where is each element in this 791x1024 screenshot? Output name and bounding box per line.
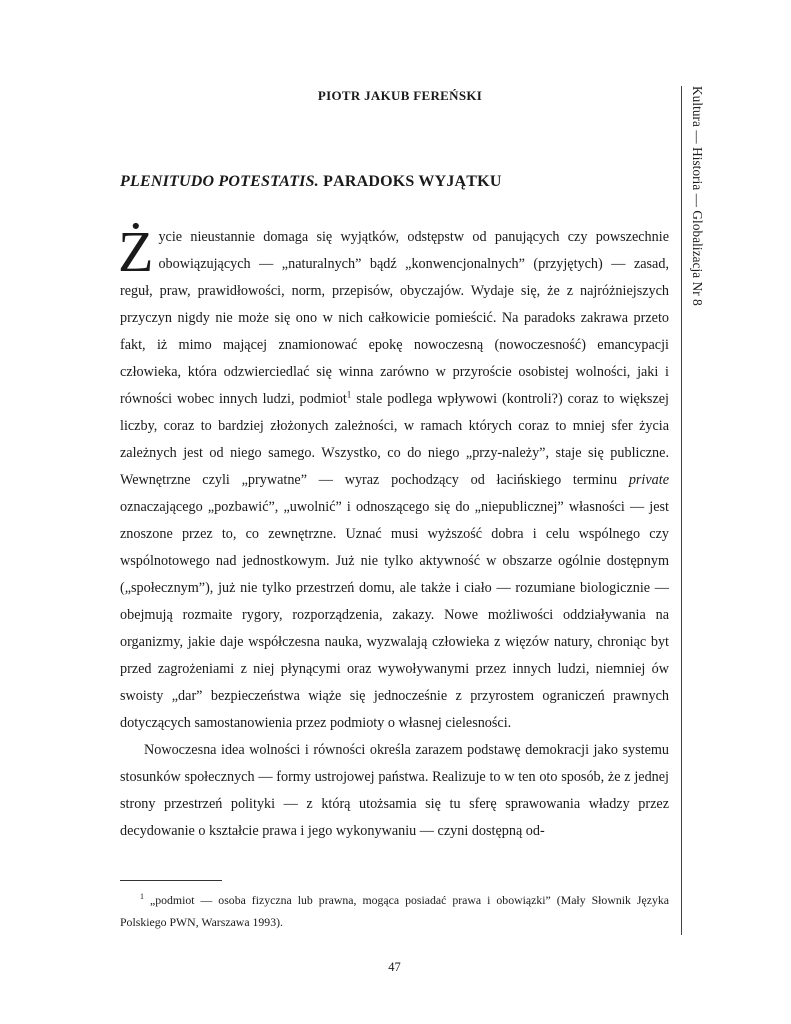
title-polish-part: ARADOKS WYJĄTKU [333,173,502,190]
journal-title: Kultura — Historia — Globalizacja Nr 8 [690,86,705,306]
italic-term: private [628,472,669,488]
paragraph-1: Życie nieustannie domaga się wyjątków, odstępstw od panujących czy powszechnie obowiązujących — „naturalnych” bądź „konwencjonalnych” (przyjętych) — zasad, reguł, praw, prawidłowości, norm, przepisów, obyczajów. Wydaje się, że z najróżniejszych przyczyn nigdy nie może się ono w nich całkowicie pomieścić. Na paradoks zakrawa przeto fakt, iż mimo mającej znamionować epokę nowoczesną (nowoczesność) emancypacji człowieka, która odzwierciedlać się winna zarówno w przyroście osobistej wolności, jaki i równości wobec innych ludzi, podmiot$^1$ stale podlega wpływowi (kontroli?) coraz to większej liczby, coraz to bardziej złożonych zależności, w ramach których coraz to mniej sfer życia zależnych jest od niego samego. Wszystko, co do niego „przy-należy”, staje się publiczne. Wewnętrzne czyli „prywatne” — wyraz pochodzący od łacińskiego terminu private oznaczającego „pozbawić”, „uwolnić” i odnoszącego się do „niepublicznej” własności — jest znoszone przez to, co zewnętrzne. Uznać musi wyższość dobra i celu wspólnego czy wspólnotowego nad jednostkowym. Już nie tylko aktywność w obszarze ogólnie dostępnym („społecznym”), już nie tylko przestrzeń domu, ale także i ciało — rozumiane biologicznie — obejmują rozmaite rygory, rozporządzenia, zakazy. Nowe możliwości oddziaływania na organizmy, jakie daje współczesna nauka, wyzwalają człowieka z więzów natury, chroniąc byt przed zagrożeniami z niej płynącymi oraz wywoływanymi przez innych ludzi, niemniej ów swoisty „dar” bezpieczeństwa wiąże się jednocześnie z przyrostem ograniczeń prawnych dotyczących samostanowienia przez podmioty o własnej cielesności. [118,219,669,731]
footnote-number: 1 [140,892,144,901]
paragraph-2: Nowoczesna idea wolności i równości określa zarazem podstawę demokracji jako systemu stosunków społecznych — formy ustrojowej państwa. Realizuje to w ten oto sposób, że z jednej strony przestrzeń polityki — z którą utożsamia się tu sferę sprawowania władzy przez decydowanie o kształcie prawa i jego wykonywaniu — czyni dostępną od- [120,742,669,839]
page-number: 47 [388,960,401,974]
article-body [118,219,669,845]
title-latin-part: PLENITUDO POTESTATIS. [120,173,319,190]
footnote-reference: 1 [346,389,352,400]
author-name: PIOTR JAKUB FEREŃSKI [317,88,483,103]
footnote-divider [120,880,222,881]
running-head [686,86,706,346]
margin-vertical-rule [681,86,682,935]
footnote [120,886,669,933]
article-title: PLENITUDO POTESTATIS. PARADOKS WYJĄTKU [120,173,502,190]
drop-cap: Ż [118,219,154,284]
footnote-text: „podmiot — osoba fizyczna lub prawna, mogąca posiadać prawa i obowiązki” (Mały Słownik Języka Polskiego PWN, Warszawa 1993). [120,892,669,929]
